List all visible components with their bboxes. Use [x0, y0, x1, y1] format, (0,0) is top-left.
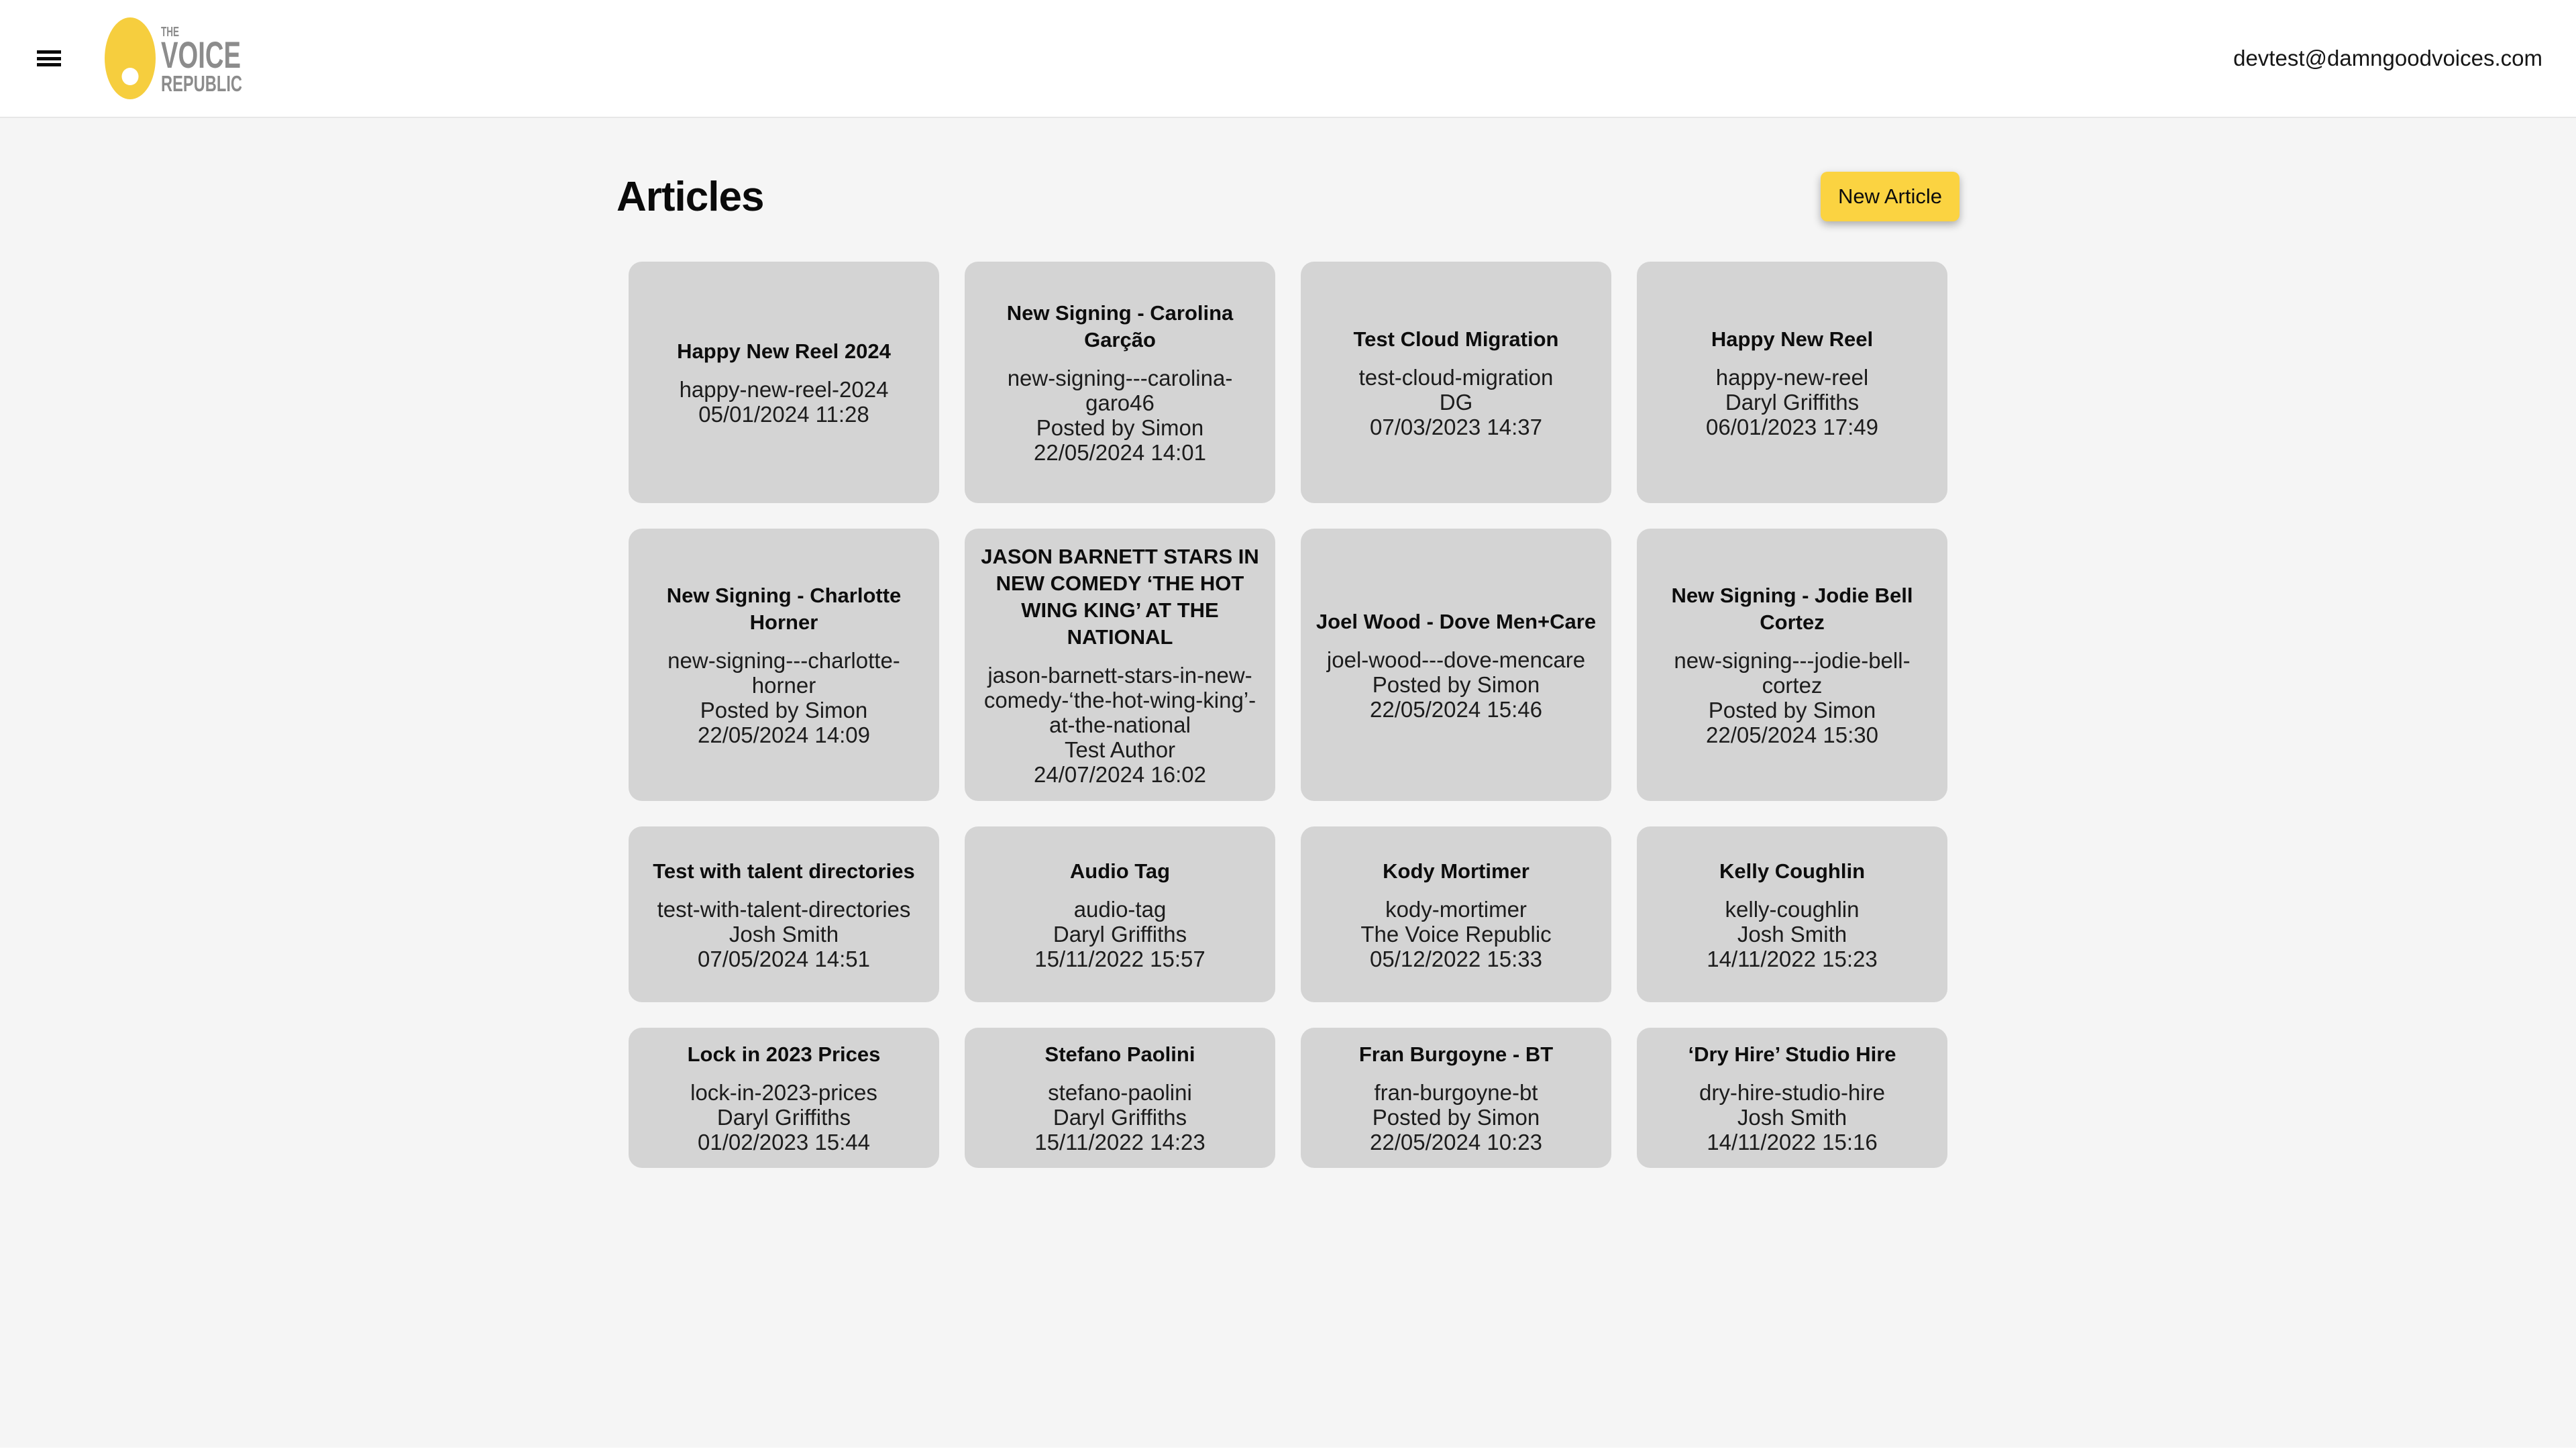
article-slug: audio-tag [1073, 896, 1167, 922]
article-title: New Signing - Jodie Bell Cortez [1671, 584, 1913, 634]
new-article-button[interactable]: New Article [1821, 172, 1960, 221]
article-card[interactable] [1637, 262, 1947, 503]
article-title: Kody Mortimer [1383, 859, 1529, 883]
article-slug: test-with-talent-directories [657, 896, 911, 922]
article-slug: stefano-paolini [1048, 1080, 1192, 1105]
article-date: 24/07/2024 16:02 [1034, 761, 1206, 787]
article-date: 15/11/2022 14:23 [1034, 1130, 1205, 1155]
article-title: Test Cloud Migration [1353, 327, 1559, 351]
article-card[interactable] [965, 826, 1275, 1002]
article-author: Josh Smith [729, 921, 839, 947]
article-author: Josh Smith [1737, 1105, 1847, 1130]
article-slug: dry-hire-studio-hire [1699, 1080, 1885, 1105]
article-date: 15/11/2022 15:57 [1034, 946, 1205, 971]
hamburger-icon [37, 57, 61, 60]
article-title: JASON BARNETT STARS IN NEW COMEDY ‘THE HOT WING KING’ AT THE NATIONAL [981, 544, 1259, 649]
article-author: Test Author [1064, 737, 1176, 762]
article-title: Joel Wood - Dove Men+Care [1316, 609, 1597, 633]
main-content [0, 118, 2576, 1448]
article-author: Daryl Griffiths [1053, 1105, 1187, 1130]
article-slug: new-signing---charlotte-horner [667, 648, 900, 698]
article-slug: test-cloud-migration [1358, 364, 1554, 390]
article-date: 14/11/2022 15:16 [1707, 1130, 1878, 1155]
article-author: Daryl Griffiths [1725, 389, 1860, 415]
logo-egg-shape [105, 17, 156, 99]
article-author: Posted by Simon [1036, 415, 1204, 440]
article-slug: joel-wood---dove-mencare [1326, 647, 1586, 672]
article-slug: jason-barnett-stars-in-new-comedy-‘the-hot-wing-king’-at-the-national [983, 662, 1256, 737]
article-slug: kody-mortimer [1385, 896, 1527, 922]
page-title: Articles [616, 173, 764, 220]
article-card[interactable] [1637, 826, 1947, 1002]
article-author: Posted by Simon [1708, 698, 1876, 722]
article-card[interactable] [629, 529, 939, 801]
article-title: New Signing - Carolina Garção [1006, 301, 1234, 352]
article-card[interactable] [965, 262, 1275, 503]
article-title: ‘Dry Hire’ Studio Hire [1688, 1042, 1896, 1066]
article-author: Posted by Simon [700, 698, 868, 722]
article-slug: new-signing---jodie-bell-cortez [1674, 648, 1911, 698]
article-card[interactable] [1301, 262, 1611, 503]
article-card[interactable] [1637, 1028, 1947, 1168]
hamburger-icon [37, 50, 61, 54]
hamburger-icon [37, 63, 61, 66]
article-date: 22/05/2024 15:46 [1370, 696, 1542, 722]
article-card[interactable] [965, 1028, 1275, 1168]
article-slug: lock-in-2023-prices [690, 1080, 877, 1105]
article-author: Daryl Griffiths [1053, 921, 1187, 947]
article-title: Audio Tag [1069, 859, 1171, 883]
article-author: Josh Smith [1737, 921, 1847, 947]
logo-egg-dot [122, 68, 139, 85]
voice-republic-logo-icon [105, 17, 242, 99]
logo-text-the: THE [161, 25, 179, 40]
article-title: Fran Burgoyne - BT [1358, 1042, 1554, 1066]
article-date: 22/05/2024 14:01 [1034, 440, 1206, 465]
article-date: 01/02/2023 15:44 [698, 1130, 870, 1155]
article-title: Test with talent directories [653, 859, 915, 883]
article-title: New Signing - Charlotte Horner [666, 584, 902, 634]
article-author: DG [1439, 389, 1473, 415]
article-author: Posted by Simon [1372, 672, 1540, 697]
article-title: Lock in 2023 Prices [687, 1042, 881, 1066]
article-slug: fran-burgoyne-bt [1374, 1080, 1538, 1105]
article-author: The Voice Republic [1360, 921, 1552, 947]
article-date: 05/12/2022 15:33 [1370, 946, 1542, 971]
article-title: Kelly Coughlin [1719, 859, 1865, 883]
article-card[interactable] [1301, 529, 1611, 801]
top-bar [0, 0, 2576, 118]
article-card[interactable] [629, 262, 939, 503]
article-date: 22/05/2024 10:23 [1370, 1130, 1542, 1155]
article-card[interactable] [965, 529, 1275, 801]
articles-grid [629, 262, 1947, 1168]
article-author: Daryl Griffiths [716, 1105, 851, 1130]
article-slug: new-signing---carolina-garo46 [1007, 366, 1233, 415]
article-date: 14/11/2022 15:23 [1707, 946, 1878, 971]
logo-text-republic: REPUBLIC [161, 71, 242, 96]
article-card[interactable] [1637, 529, 1947, 801]
article-card[interactable] [1301, 826, 1611, 1002]
article-card[interactable] [629, 826, 939, 1002]
article-author: Posted by Simon [1372, 1105, 1540, 1130]
article-slug: happy-new-reel-2024 [679, 377, 889, 402]
article-title: Happy New Reel 2024 [677, 339, 891, 363]
menu-button[interactable] [34, 47, 64, 70]
article-slug: happy-new-reel [1715, 364, 1869, 390]
article-date: 07/05/2024 14:51 [698, 946, 870, 971]
article-title: Happy New Reel [1711, 327, 1874, 351]
article-slug: kelly-coughlin [1725, 896, 1860, 922]
logo-text-voice: VOICE [161, 34, 241, 76]
article-title: Stefano Paolini [1044, 1042, 1195, 1066]
article-date: 05/01/2024 11:28 [698, 402, 869, 427]
article-date: 22/05/2024 15:30 [1706, 722, 1878, 747]
article-card[interactable] [629, 1028, 939, 1168]
account-email: devtest@damngoodvoices.com [2233, 46, 2542, 70]
article-date: 07/03/2023 14:37 [1370, 414, 1542, 439]
article-date: 22/05/2024 14:09 [698, 722, 870, 747]
page-header-row [616, 172, 1960, 221]
voice-republic-logo[interactable] [105, 17, 242, 99]
article-card[interactable] [1301, 1028, 1611, 1168]
article-date: 06/01/2023 17:49 [1706, 414, 1878, 439]
